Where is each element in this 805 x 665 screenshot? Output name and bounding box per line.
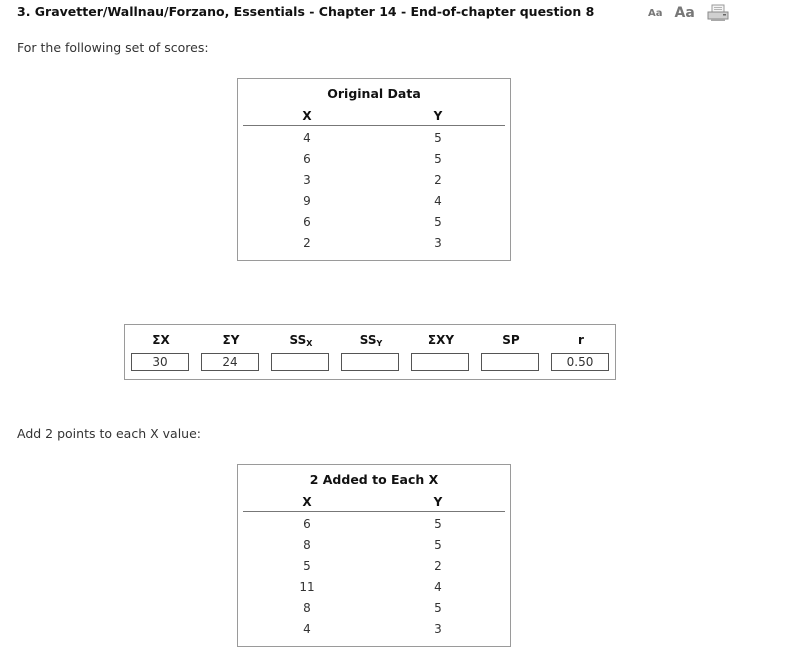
font-size-large-button[interactable]: Aa [674, 5, 695, 21]
table-row [243, 190, 505, 211]
y-value: 5 [434, 214, 442, 229]
table-row [243, 555, 505, 576]
table-row [243, 576, 505, 597]
sum-xy-label: ΣXY [427, 333, 455, 347]
x-value: 9 [303, 193, 311, 208]
summary-headers [125, 333, 615, 349]
instruction-text: Add 2 points to each X value: [17, 426, 201, 441]
x-value: 4 [303, 130, 311, 145]
table-row [243, 232, 505, 253]
original-data-title: Original Data [327, 86, 421, 101]
x-value: 5 [303, 558, 311, 573]
table-row [243, 534, 505, 555]
table-row [243, 597, 505, 618]
y-value: 5 [434, 516, 442, 531]
x-value: 4 [303, 621, 311, 636]
added-data-grid [243, 493, 505, 639]
table-row [243, 512, 505, 535]
added-data-title: 2 Added to Each X [309, 472, 439, 487]
y-value: 3 [434, 621, 442, 636]
ss-y-label: $SS_Y$ [359, 333, 383, 348]
table-row [243, 148, 505, 169]
x-value: 6 [303, 151, 311, 166]
table-row [243, 126, 505, 149]
x-value: 6 [303, 516, 311, 531]
question-title: 3. Gravetter/Wallnau/Forzano, Essentials - Chapter 14 - End-of-chapter question 8 [17, 4, 595, 19]
summary-inputs [125, 353, 615, 373]
ss-y-input[interactable] [341, 353, 399, 371]
y-value: 5 [434, 151, 442, 166]
font-size-small-button[interactable]: Aa [648, 7, 663, 19]
original-data-grid [243, 107, 505, 253]
sp-label: SP [502, 333, 520, 347]
column-header-x: X [243, 107, 371, 126]
x-value: 8 [303, 537, 311, 552]
added-data-table [237, 464, 511, 647]
y-value: 2 [434, 172, 442, 187]
column-header-y: Y [371, 107, 505, 126]
y-value: 3 [434, 235, 442, 250]
y-value: 4 [434, 193, 442, 208]
sum-y-input[interactable] [201, 353, 259, 371]
table-row [243, 618, 505, 639]
sum-y-label: ΣY [222, 333, 240, 347]
print-icon[interactable] [707, 4, 729, 22]
y-value: 2 [434, 558, 442, 573]
sum-x-label: ΣX [152, 333, 170, 347]
ss-x-input[interactable] [271, 353, 329, 371]
intro-text: For the following set of scores: [17, 40, 209, 55]
x-value: 6 [303, 214, 311, 229]
font-tools [648, 4, 729, 22]
sum-xy-input[interactable] [411, 353, 469, 371]
sp-input[interactable] [481, 353, 539, 371]
table-row [243, 169, 505, 190]
original-data-table [237, 78, 511, 261]
ss-x-label: $SS_X$ [289, 333, 313, 348]
table-row [243, 211, 505, 232]
summary-statistics-panel [124, 324, 616, 380]
x-value: 8 [303, 600, 311, 615]
r-input[interactable] [551, 353, 609, 371]
r-label: r [578, 333, 584, 347]
sum-x-input[interactable] [131, 353, 189, 371]
y-value: 5 [434, 537, 442, 552]
x-value: 3 [303, 172, 311, 187]
y-value: 4 [434, 579, 442, 594]
y-value: 5 [434, 600, 442, 615]
y-value: 5 [434, 130, 442, 145]
column-header-x: X [243, 493, 371, 512]
x-value: 2 [303, 235, 311, 250]
x-value: 11 [299, 579, 315, 594]
column-header-y: Y [371, 493, 505, 512]
